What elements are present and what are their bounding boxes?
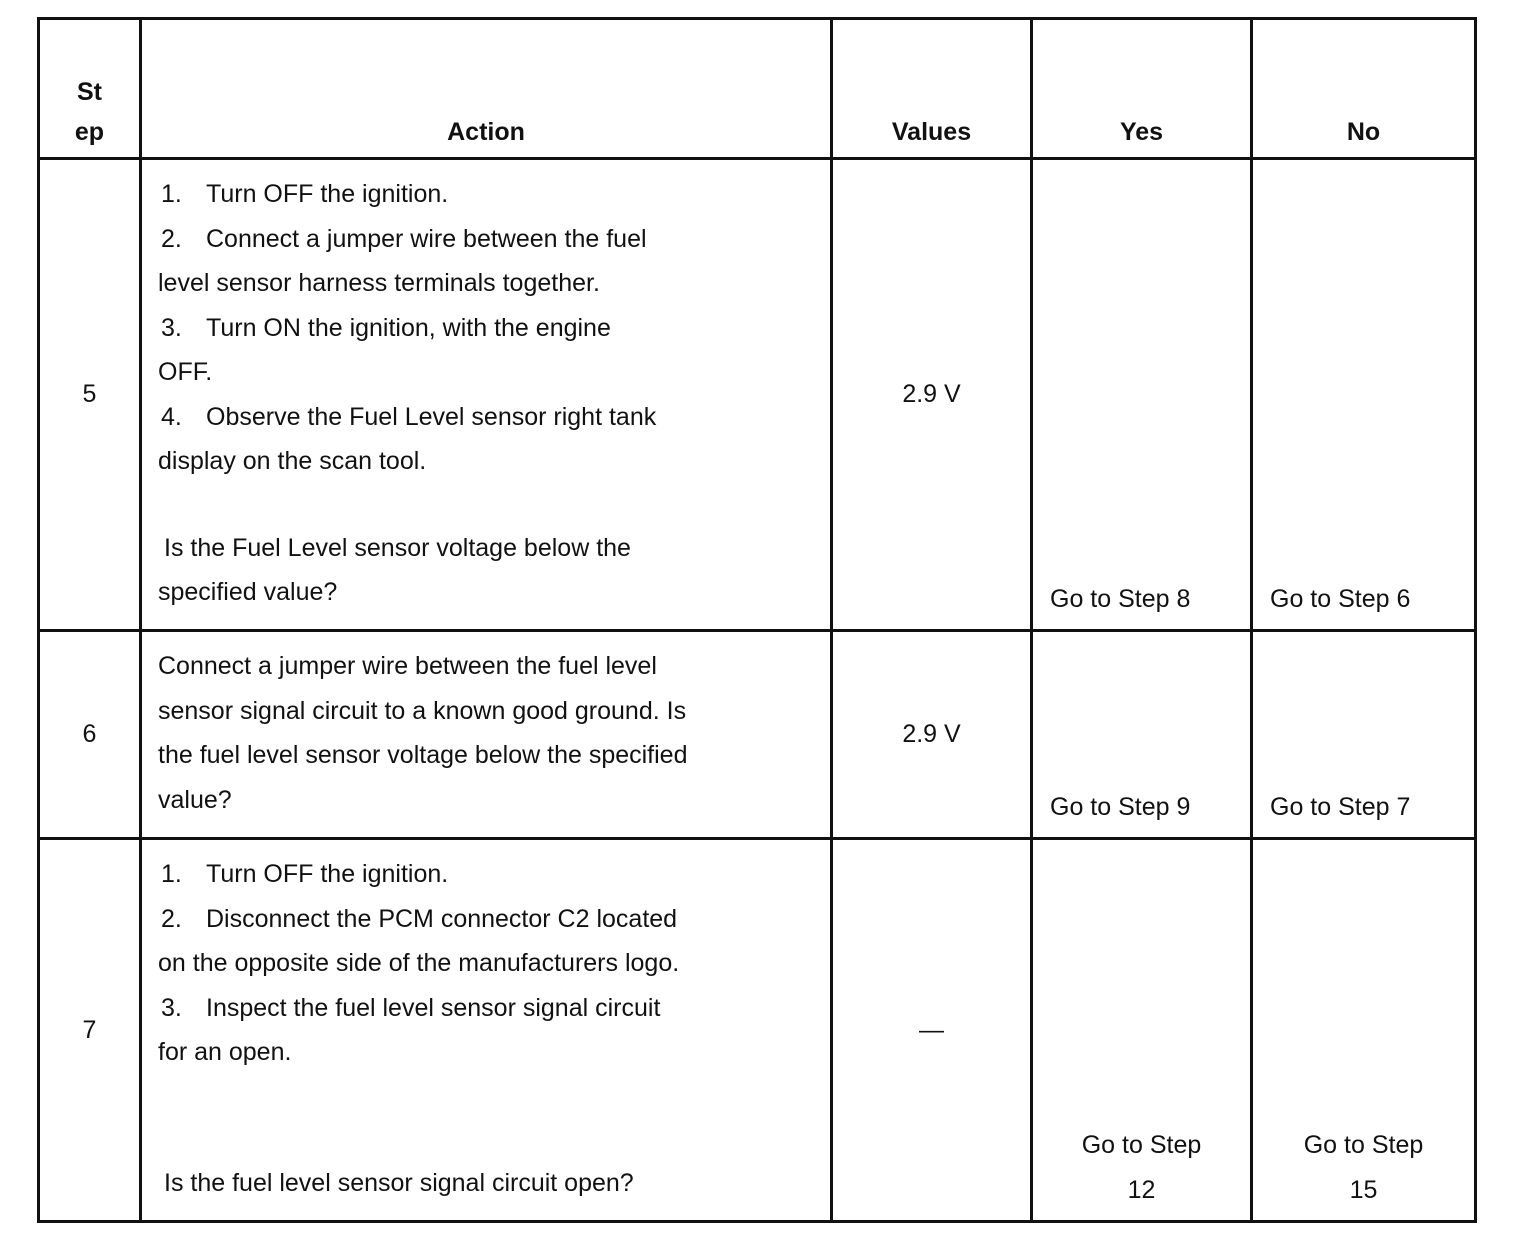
header-values: Values [832,19,1032,159]
step-number: 6 [39,631,141,839]
no-line1: Go to Step [1303,1131,1424,1159]
table-row [39,839,1476,1222]
header-step [39,19,141,159]
no-line2: 15 [1349,1175,1378,1204]
action-line: for an open. [158,1038,292,1066]
table-row [39,159,1476,631]
action-cell [141,631,832,839]
action-line: OFF. [158,358,213,386]
yes-line1: Go to Step [1081,1131,1202,1159]
value-cell: — [832,839,1032,1222]
action-line: 3. Inspect the fuel level sensor signal circuit [161,993,661,1022]
action-line: 2. Connect a jumper wire between the fuel [161,224,647,253]
action-line: 2. Disconnect the PCM connector C2 located [161,904,678,933]
header-action: Action [141,19,832,159]
no-cell: Go to Step 6 [1252,159,1476,631]
question-line: Is the Fuel Level sensor voltage below the [164,533,631,562]
action-line: level sensor harness terminals together. [158,269,600,297]
action-cell [141,159,832,631]
action-line: 3. Turn ON the ignition, with the engine [161,313,611,342]
yes-line2: 12 [1127,1175,1156,1204]
action-line: Connect a jumper wire between the fuel level [158,652,657,680]
action-line: sensor signal circuit to a known good ground. Is [158,696,687,725]
header-no: No [1252,19,1476,159]
action-cell [141,839,832,1222]
header-row [39,19,1476,159]
table-row [39,631,1476,839]
diagnostic-table [37,17,1477,1223]
action-line: on the opposite side of the manufacturers logo. [158,949,680,977]
action-line: the fuel level sensor voltage below the specified [158,741,688,769]
action-line: display on the scan tool. [158,447,427,475]
value-cell: 2.9 V [832,631,1032,839]
no-cell [1252,839,1476,1222]
step-number: 5 [39,159,141,631]
action-line: 1. Turn OFF the ignition. [161,860,449,888]
value-cell: 2.9 V [832,159,1032,631]
header-step-line1: St [77,78,102,106]
action-line: value? [158,785,232,814]
yes-cell [1032,839,1252,1222]
question-line: specified value? [158,578,338,606]
header-step-line2: ep [74,118,105,146]
header-yes: Yes [1032,19,1252,159]
no-cell: Go to Step 7 [1252,631,1476,839]
yes-cell: Go to Step 9 [1032,631,1252,839]
action-line: 4. Observe the Fuel Level sensor right tank [161,402,657,431]
yes-cell: Go to Step 8 [1032,159,1252,631]
action-line: 1. Turn OFF the ignition. [161,180,449,208]
question-line: Is the fuel level sensor signal circuit open? [164,1168,634,1197]
step-number: 7 [39,839,141,1222]
